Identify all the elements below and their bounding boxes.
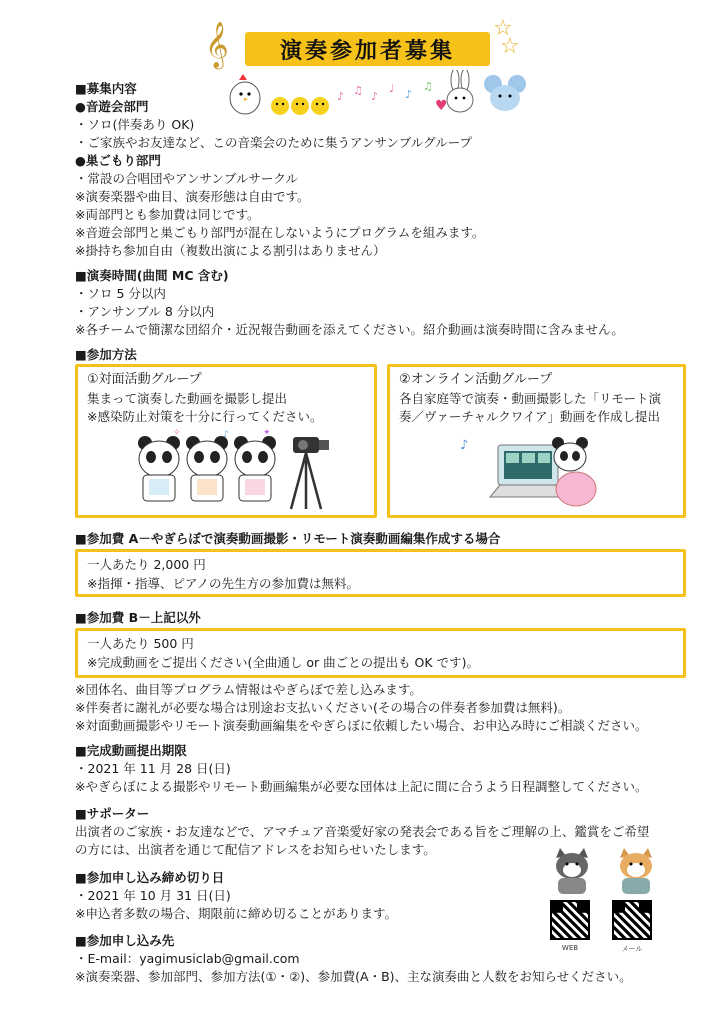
note-line: ※対面動画撮影やリモート演奏動画編集をやぎらぼに依頼したい場合、お申込み時にご相談ください。 [75,718,648,733]
in-person-line: 集まって演奏した動画を撮影し提出 [87,390,288,406]
time-section [75,267,624,339]
svg-text:♪: ♪ [337,90,345,103]
svg-text:♫: ♫ [353,84,363,97]
recruit-line: ・常設の合唱団やアンサンブルサークル [75,171,299,186]
qr-code-mail[interactable] [612,900,652,940]
supporter-heading: ■サポーター [75,806,150,821]
time-line: ・ソロ 5 分以内 [75,286,166,301]
contact-email[interactable]: ・E-mail：yagimusiclab@gmail.com [75,951,300,966]
svg-text:♥: ♥ [435,98,448,114]
contact-heading: ■参加申し込み先 [75,933,175,948]
mouse-icon [484,75,526,111]
supporter-line: の方には、出演者を通じて配信アドレスをお知らせいたします。 [75,842,436,857]
deadline-section [75,742,647,796]
qr-code-web[interactable] [550,900,590,940]
recruit-line: ※演奏楽器や曲目、演奏形態は自由です。 [75,189,310,204]
contact-section [75,932,632,986]
deadline-line: ※やぎらぼによる撮影やリモート動画編集が必要な団体は上記に間に合うよう日程調整してください。 [75,779,648,794]
apply-deadline-line: ※申込者多数の場合、期限前に締め切ることがあります。 [75,906,397,921]
fee-b-heading: ■参加費 B－上記以外 [75,610,201,625]
recruit-category: ●音遊会部門 [75,99,149,114]
fee-a-section [75,530,500,548]
svg-text:♩: ♩ [389,82,395,95]
deadline-heading: ■完成動画提出期限 [75,743,187,758]
qr-web-label: WEB [561,944,579,952]
online-line: 各自家庭等で演奏・動画撮影した「リモート演 [399,390,662,406]
panda-icon [234,436,276,501]
fee-a-box [75,549,686,597]
svg-text:✦: ✦ [263,429,271,438]
deadline-line: ・2021 年 11 月 28 日(日) [75,761,231,776]
fee-a-amount: 一人あたり 2,000 円 [87,557,206,572]
online-title: ②オンライン活動グループ [399,372,553,387]
page-title: 演奏参加者募集 [279,39,455,64]
apply-deadline-heading: ■参加申し込み締め切り日 [75,870,225,885]
dog-icon [556,848,588,894]
time-line: ・アンサンブル 8 分以内 [75,304,215,319]
svg-text:♫: ♫ [423,80,433,93]
note-line: ※団体名、曲目等プログラム情報はやぎらぼで差し込みます。 [75,682,422,697]
recruit-line: ・ソロ(伴奏あり OK) [75,117,195,132]
svg-text:✧: ✧ [173,429,181,438]
method-box-online [387,364,686,518]
fee-b-note: ※完成動画をご提出ください(全曲通し or 曲ごとの提出も OK です)。 [87,654,479,670]
in-person-line: ※感染防止対策を十分に行ってください。 [87,409,323,424]
pandas-singing-illustration [133,429,348,513]
dogs-illustration [548,846,678,896]
svg-text:♪: ♪ [371,90,379,103]
time-heading: ■演奏時間(曲間 MC 含む) [75,268,229,283]
recruit-category: ●巣ごもり部門 [75,153,161,168]
fee-a-heading: ■参加費 A－やぎらぼで演奏動画撮影・リモート演奏動画編集作成する場合 [75,531,501,546]
svg-text:♪: ♪ [405,88,413,101]
computer-icon [490,445,560,497]
time-line: ※各チームで簡潔な団紹介・近況報告動画を添えてください。紹介動画は演奏時間に含みません。 [75,322,624,337]
fee-a-note: ※指揮・指導、ピアノの先生方の参加費は無料。 [87,575,359,591]
recruit-heading: ■募集内容 [75,81,137,96]
apply-deadline-line: ・2021 年 10 月 31 日(日) [75,888,231,903]
video-camera-icon [291,437,329,509]
apply-deadline-section [75,869,397,923]
recruit-line: ※両部門とも参加費は同じです。 [75,207,260,222]
recruit-section [75,80,484,260]
supporter-line: 出演者のご家族・お友達などで、アマチュア音楽愛好家の発表会である旨をご理解の上、鑑賞をご希望 [75,824,650,839]
recruit-lines [75,98,484,260]
fee-b-section [75,609,201,627]
music-note-icon [460,438,468,453]
fee-b-box [75,628,686,678]
in-person-title: ①対面活動グループ [87,372,202,387]
stars-icon: ☆ ☆ [493,16,520,59]
note-line: ※伴奏者に謝礼が必要な場合は別途お支払いください(その場合の伴奏者参加費は無料)。 [75,700,571,715]
qr-mail-label: メール [621,945,643,953]
panda-icon [552,437,596,506]
panda-icon [186,436,228,501]
method-section [75,346,137,364]
recruit-line: ※掛持ち参加自由（複数出演による割引はありません） [75,243,386,258]
notes-section [75,681,647,735]
contact-note: ※演奏楽器、参加部門、参加方法(①・②)、参加費(A・B)、主な演奏曲と人数をお知らせください。 [75,969,632,984]
recruit-line: ・ご家族やお友達など、この音楽会のために集うアンサンブルグループ [75,135,473,150]
online-line: 奏／ヴァーチャルクワイア」動画を作成し提出 [399,409,661,424]
title-banner [205,16,520,72]
recruit-line: ※音遊会部門と巣ごもり部門が混在しないようにプログラムを組みます。 [75,225,485,240]
method-heading: ■参加方法 [75,347,137,362]
dog-icon [620,848,652,894]
svg-text:♪: ♪ [223,430,229,440]
panda-icon [138,436,180,501]
fee-b-amount: 一人あたり 500 円 [87,636,194,651]
panda-computer-illustration [460,435,600,509]
method-box-in-person [75,364,377,518]
treble-clef-icon: 𝄞 [205,22,229,68]
svg-text:♪: ♪ [460,438,469,453]
